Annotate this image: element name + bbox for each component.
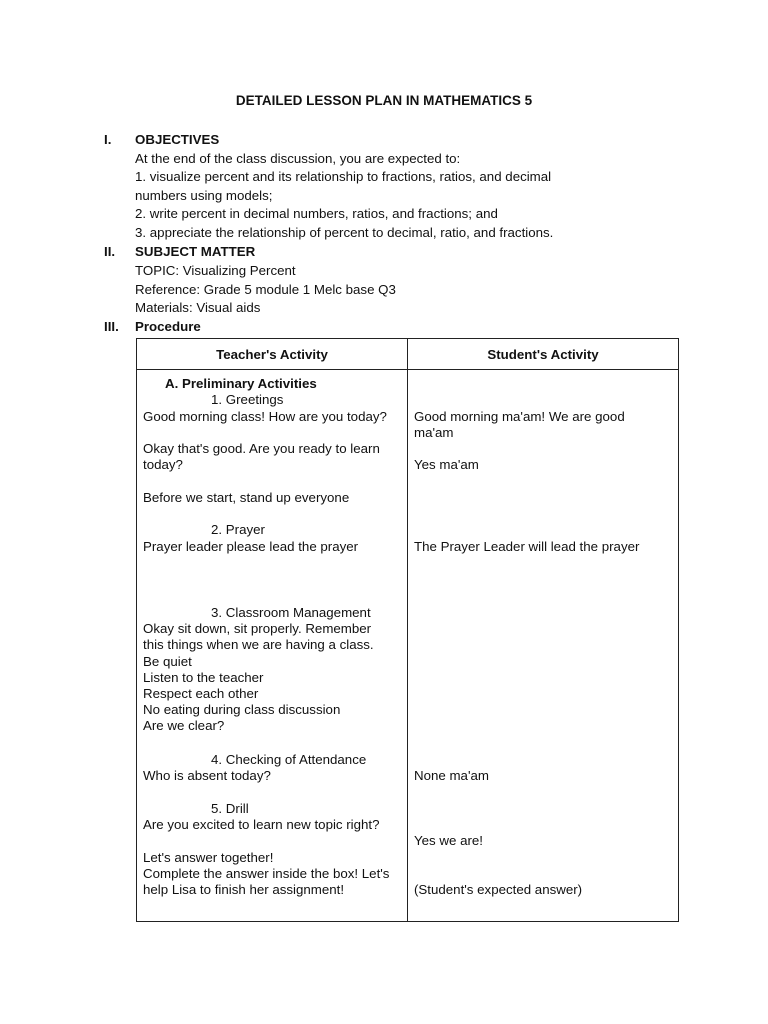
objectives-line: 3. appreciate the relationship of percent to decimal, ratio, and fractions. xyxy=(135,225,554,240)
student-activity-header: Student's Activity xyxy=(408,339,679,370)
student-line: ma'am xyxy=(414,425,454,440)
student-line: Yes ma'am xyxy=(414,457,479,472)
subject-matter-line: Reference: Grade 5 module 1 Melc base Q3 xyxy=(135,282,396,297)
student-line: Good morning ma'am! We are good xyxy=(414,409,625,424)
subject-matter-heading: SUBJECT MATTER xyxy=(135,244,256,259)
procedure-table xyxy=(136,338,679,922)
subject-matter-number: II. xyxy=(104,244,116,259)
student-line: Yes we are! xyxy=(414,833,483,848)
teacher-activity-cell xyxy=(137,370,408,922)
teacher-line: Prayer leader please lead the prayer xyxy=(143,539,359,554)
objectives-line: At the end of the class discussion, you are expected to: xyxy=(135,151,461,166)
teacher-activity-header: Teacher's Activity xyxy=(137,339,408,370)
objectives-number: I. xyxy=(104,132,112,147)
teacher-line: Respect each other xyxy=(143,686,259,701)
teacher-line: Complete the answer inside the box! Let's xyxy=(143,866,390,881)
objectives-line: numbers using models; xyxy=(135,188,273,203)
student-line: None ma'am xyxy=(414,768,489,783)
subject-matter-line: Materials: Visual aids xyxy=(135,300,261,315)
teacher-line: today? xyxy=(143,457,183,472)
teacher-line: Let's answer together! xyxy=(143,850,274,865)
teacher-line: Be quiet xyxy=(143,654,192,669)
preliminary-activities-heading: A. Preliminary Activities xyxy=(165,376,317,391)
student-line: (Student's expected answer) xyxy=(414,882,583,897)
objectives-line: 2. write percent in decimal numbers, ratios, and fractions; and xyxy=(135,206,498,221)
teacher-line: No eating during class discussion xyxy=(143,702,341,717)
teacher-line: Okay that's good. Are you ready to learn xyxy=(143,441,380,456)
step-drill: 5. Drill xyxy=(211,801,249,816)
teacher-line: Listen to the teacher xyxy=(143,670,264,685)
teacher-line: Good morning class! How are you today? xyxy=(143,409,387,424)
teacher-line: Who is absent today? xyxy=(143,768,271,783)
student-activity-cell xyxy=(408,370,679,922)
teacher-line: Are you excited to learn new topic right? xyxy=(143,817,380,832)
student-line: The Prayer Leader will lead the prayer xyxy=(414,539,640,554)
teacher-line: help Lisa to finish her assignment! xyxy=(143,882,345,897)
step-classroom-management: 3. Classroom Management xyxy=(211,605,371,620)
teacher-line: Okay sit down, sit properly. Remember xyxy=(143,621,372,636)
teacher-line: this things when we are having a class. xyxy=(143,637,374,652)
objectives-heading: OBJECTIVES xyxy=(135,132,220,147)
document-title: DETAILED LESSON PLAN IN MATHEMATICS 5 xyxy=(235,93,533,108)
procedure-number: III. xyxy=(104,319,119,334)
objectives-line: 1. visualize percent and its relationship to fractions, ratios, and decimal xyxy=(135,169,552,184)
teacher-line: Before we start, stand up everyone xyxy=(143,490,350,505)
step-checking-attendance: 4. Checking of Attendance xyxy=(211,752,367,767)
procedure-heading: Procedure xyxy=(135,319,201,334)
subject-matter-line: TOPIC: Visualizing Percent xyxy=(135,263,296,278)
step-prayer: 2. Prayer xyxy=(211,522,265,537)
teacher-line: Are we clear? xyxy=(143,718,225,733)
step-greetings: 1. Greetings xyxy=(211,392,284,407)
